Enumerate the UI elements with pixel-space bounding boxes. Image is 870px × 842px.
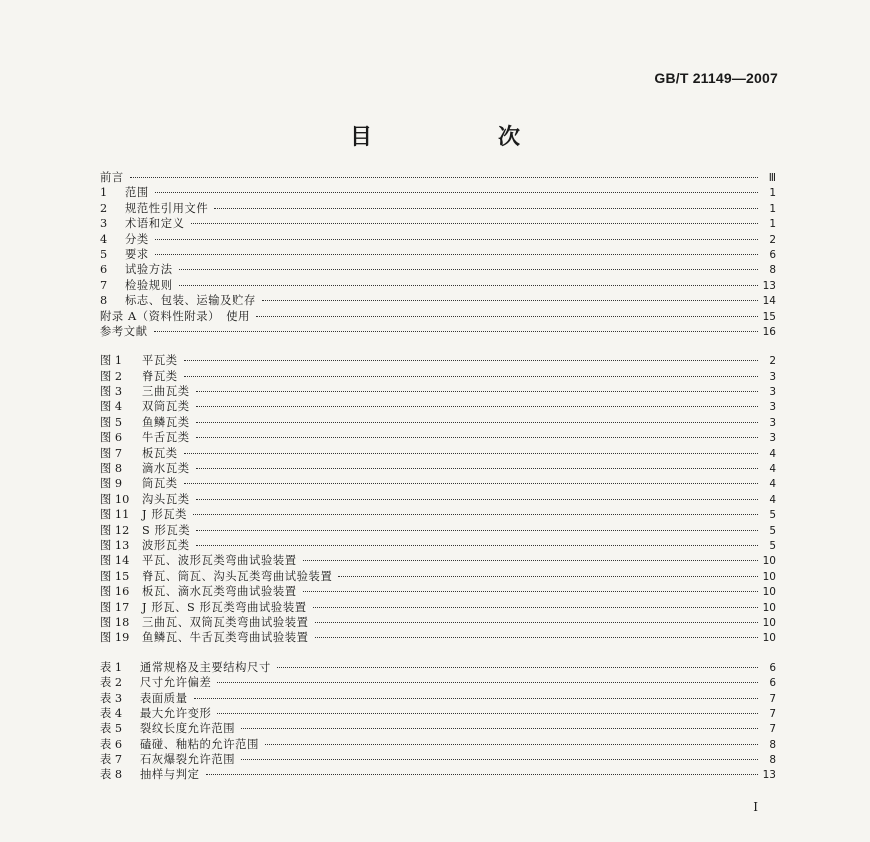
toc-entry-label: 参考文献 [100, 324, 148, 338]
toc-entry-number: 表 1 [100, 660, 123, 674]
toc-table-entry[interactable] [100, 752, 776, 767]
dot-leader [196, 468, 758, 469]
toc-entry-page: 10 [762, 616, 776, 629]
toc-entry[interactable] [100, 278, 776, 293]
toc-table-entry[interactable] [100, 721, 776, 736]
toc-entry-label: 双筒瓦类 [142, 400, 190, 414]
toc-entry-label: 三曲瓦类 [142, 385, 190, 399]
toc-entry-page: 4 [769, 447, 776, 460]
toc-entry-page: 3 [769, 416, 776, 429]
toc-entry[interactable] [100, 185, 776, 200]
toc-entry-page: 1 [769, 218, 776, 231]
toc-figure-entry[interactable] [100, 353, 776, 368]
toc-figure-entry[interactable] [100, 461, 776, 476]
dot-leader [315, 637, 758, 638]
toc-figure-entry[interactable] [100, 553, 776, 568]
toc-figure-entry[interactable] [100, 446, 776, 461]
dot-leader [303, 560, 758, 561]
toc-entry-label: 波形瓦类 [142, 538, 190, 552]
toc-entry-number: 图 15 [100, 569, 130, 583]
dot-leader [155, 254, 758, 255]
toc-figure-entry[interactable] [100, 538, 776, 553]
toc-table-entry[interactable] [100, 675, 776, 690]
dot-leader [206, 774, 759, 775]
toc-figure-entry[interactable] [100, 430, 776, 445]
toc-entry-number: 7 [100, 278, 108, 292]
toc-entry[interactable] [100, 309, 776, 324]
toc-entry-page: 15 [762, 310, 776, 323]
toc-entry[interactable] [100, 262, 776, 277]
toc-entry-page: 3 [769, 386, 776, 399]
dot-leader [196, 499, 758, 500]
page-title: 目 次 [349, 125, 572, 150]
toc-entry[interactable] [100, 201, 776, 216]
toc-entry-page: 14 [762, 295, 776, 308]
toc-entry-label: J 形瓦类 [142, 508, 188, 522]
toc-table-entry[interactable] [100, 737, 776, 752]
toc-table-entry[interactable] [100, 691, 776, 706]
dot-leader [313, 607, 758, 608]
toc-entry-label: J 形瓦、S 形瓦类弯曲试验装置 [142, 600, 307, 614]
dot-leader [303, 591, 758, 592]
toc-entry-page: 13 [762, 279, 776, 292]
toc-entry-page: 10 [762, 555, 776, 568]
toc-entry-number: 表 8 [100, 768, 123, 782]
toc-entry-label: 规范性引用文件 [125, 201, 209, 215]
toc-entry-page: 5 [769, 524, 776, 537]
toc-entry-label: 术语和定义 [125, 217, 185, 231]
toc-entry-page: 7 [769, 723, 776, 736]
toc-entry-number: 图 11 [100, 508, 130, 522]
dot-leader [241, 759, 758, 760]
toc-entry-number: 表 2 [100, 676, 123, 690]
toc-entry-label: 附录 A（资料性附录） 使用 [100, 309, 251, 323]
toc-entry-page: 4 [769, 463, 776, 476]
dot-leader [196, 545, 758, 546]
toc-entry-label: 石灰爆裂允许范围 [140, 753, 236, 767]
toc-entry-number: 图 9 [100, 477, 123, 491]
toc-entry-page: 10 [762, 601, 776, 614]
toc-figure-entry[interactable] [100, 630, 776, 645]
dot-leader [184, 360, 758, 361]
toc-entry-page: 4 [769, 478, 776, 491]
toc-entry-page: 16 [762, 325, 776, 338]
dot-leader [184, 453, 758, 454]
toc-entry-label: 要求 [125, 247, 149, 261]
toc-entry-number: 6 [100, 263, 108, 277]
toc-figure-entry[interactable] [100, 523, 776, 538]
toc-entry-label: 鱼鳞瓦类 [142, 415, 190, 429]
toc-entry-number: 图 2 [100, 369, 123, 383]
toc-entry-page: 5 [769, 509, 776, 522]
dot-leader [184, 483, 758, 484]
toc-figure-entry[interactable] [100, 476, 776, 491]
dot-leader [217, 713, 758, 714]
toc-figure-entry[interactable] [100, 384, 776, 399]
toc-entry[interactable] [100, 232, 776, 247]
dot-leader [130, 177, 758, 178]
toc-entry-label: S 形瓦类 [142, 523, 191, 537]
dot-leader [193, 514, 758, 515]
dot-leader [241, 728, 758, 729]
dot-leader [214, 208, 758, 209]
toc-entry-number: 图 14 [100, 554, 130, 568]
toc-entry-label: 磕碰、釉粘的允许范围 [140, 737, 259, 751]
dot-leader [194, 698, 758, 699]
toc-entry-page: 7 [769, 707, 776, 720]
toc-entry-number: 图 12 [100, 523, 130, 537]
toc-entry[interactable] [100, 247, 776, 262]
toc-entry-number: 图 18 [100, 615, 130, 629]
toc-figure-entry[interactable] [100, 615, 776, 630]
toc-entry-page: 4 [769, 493, 776, 506]
toc-entry-page: 1 [769, 187, 776, 200]
toc-entry-label: 标志、包装、运输及贮存 [125, 294, 256, 308]
toc-entry-label: 分类 [125, 232, 149, 246]
dot-leader [277, 667, 758, 668]
dot-leader [265, 744, 758, 745]
toc-main-section [100, 170, 776, 339]
toc-entry-number: 4 [100, 232, 108, 246]
toc-figure-entry[interactable] [100, 492, 776, 507]
toc-entry-label: 最大允许变形 [140, 706, 212, 720]
dot-leader [196, 437, 758, 438]
toc-entry-label: 滴水瓦类 [142, 462, 190, 476]
toc-entry-number: 3 [100, 217, 108, 231]
toc-entry-number: 图 6 [100, 431, 123, 445]
toc-entry-label: 通常规格及主要结构尺寸 [140, 660, 271, 674]
toc-entry-label: 平瓦类 [142, 354, 178, 368]
toc-entry-page: 8 [769, 264, 776, 277]
toc-entry-number: 表 7 [100, 753, 123, 767]
toc-entry-number: 图 17 [100, 600, 130, 614]
toc-entry-number: 5 [100, 247, 108, 261]
toc-entry-label: 筒瓦类 [142, 477, 178, 491]
toc-entry-number: 表 4 [100, 706, 123, 720]
toc-entry-number: 图 16 [100, 585, 130, 599]
toc-entry-page: 3 [769, 432, 776, 445]
toc-entry-label: 试验方法 [125, 263, 173, 277]
toc-entry-number: 2 [100, 201, 108, 215]
page-folio: Ⅰ [753, 800, 758, 814]
dot-leader [179, 269, 758, 270]
toc-figure-entry[interactable] [100, 600, 776, 615]
dot-leader [256, 316, 758, 317]
toc-table-list [100, 660, 776, 783]
dot-leader [315, 622, 758, 623]
toc-entry-number: 图 13 [100, 538, 130, 552]
dot-leader [179, 285, 758, 286]
toc-entry-page: 3 [769, 401, 776, 414]
toc-figure-entry[interactable] [100, 507, 776, 522]
toc-entry-number: 图 10 [100, 492, 130, 506]
toc-entry-label: 三曲瓦、双筒瓦类弯曲试验装置 [142, 615, 309, 629]
toc-entry-label: 前言 [100, 171, 124, 184]
dot-leader [262, 300, 758, 301]
toc-entry-page: 8 [769, 754, 776, 767]
toc-entry-page: 2 [769, 355, 776, 368]
toc-entry-label: 抽样与判定 [140, 768, 200, 782]
toc-entry-page: 6 [769, 677, 776, 690]
toc-figure-entry[interactable] [100, 415, 776, 430]
toc-entry-label: 脊瓦、筒瓦、沟头瓦类弯曲试验装置 [142, 569, 333, 583]
toc-entry-label: 检验规则 [125, 278, 173, 292]
toc-entry-page: 6 [769, 661, 776, 674]
dot-leader [155, 192, 758, 193]
toc-entry-page: 10 [762, 570, 776, 583]
toc-entry-label: 板瓦、滴水瓦类弯曲试验装置 [142, 585, 297, 599]
dot-leader [154, 331, 758, 332]
standard-code: GB/T 21149—2007 [654, 70, 778, 86]
toc-entry-label: 脊瓦类 [142, 369, 178, 383]
toc-figure-entry[interactable] [100, 569, 776, 584]
toc-entry-number: 图 1 [100, 354, 123, 368]
toc-entry-number: 图 8 [100, 462, 123, 476]
toc-figure-entry[interactable] [100, 584, 776, 599]
toc-entry-number: 表 6 [100, 737, 123, 751]
toc-entry-label: 裂纹长度允许范围 [140, 722, 236, 736]
toc-entry-label: 鱼鳞瓦、牛舌瓦类弯曲试验装置 [142, 631, 309, 645]
dot-leader [196, 406, 758, 407]
toc-entry-number: 图 7 [100, 446, 123, 460]
toc-figure-entry[interactable] [100, 369, 776, 384]
toc-table-entry[interactable] [100, 660, 776, 675]
dot-leader [155, 239, 758, 240]
toc-entry-number: 表 5 [100, 722, 123, 736]
toc-entry-page: 10 [762, 586, 776, 599]
toc-entry-number: 1 [100, 186, 108, 200]
toc-entry[interactable] [100, 170, 776, 185]
toc-table-entry[interactable] [100, 767, 776, 782]
toc-entry-number: 图 19 [100, 631, 130, 645]
toc-entry-page: 2 [769, 233, 776, 246]
dot-leader [338, 576, 758, 577]
toc-entry-number: 8 [100, 294, 108, 308]
toc-entry-label: 表面质量 [140, 691, 188, 705]
table-of-contents [100, 170, 776, 783]
toc-entry[interactable] [100, 216, 776, 231]
toc-entry-number: 表 3 [100, 691, 123, 705]
dot-leader [191, 223, 759, 224]
toc-entry-page: 7 [769, 692, 776, 705]
toc-entry-number: 图 3 [100, 385, 123, 399]
toc-entry-page: Ⅲ [768, 172, 776, 184]
toc-entry-page: 10 [762, 632, 776, 645]
toc-entry-number: 图 4 [100, 400, 123, 414]
toc-entry-label: 范围 [125, 186, 149, 200]
dot-leader [196, 391, 758, 392]
toc-entry-label: 尺寸允许偏差 [140, 676, 212, 690]
toc-entry-page: 5 [769, 539, 776, 552]
toc-table-entry[interactable] [100, 706, 776, 721]
toc-figure-entry[interactable] [100, 399, 776, 414]
toc-entry-page: 3 [769, 370, 776, 383]
toc-entry-page: 6 [769, 248, 776, 261]
toc-entry-page: 1 [769, 202, 776, 215]
toc-entry[interactable] [100, 324, 776, 339]
toc-entry-label: 平瓦、波形瓦类弯曲试验装置 [142, 554, 297, 568]
toc-entry-number: 图 5 [100, 415, 123, 429]
toc-entry-page: 8 [769, 738, 776, 751]
toc-entry-label: 牛舌瓦类 [142, 431, 190, 445]
dot-leader [184, 376, 758, 377]
toc-entry-label: 沟头瓦类 [142, 492, 190, 506]
toc-entry[interactable] [100, 293, 776, 308]
toc-figure-list [100, 353, 776, 645]
toc-entry-page: 13 [762, 769, 776, 782]
dot-leader [217, 682, 758, 683]
dot-leader [196, 422, 758, 423]
toc-entry-label: 板瓦类 [142, 446, 178, 460]
dot-leader [196, 530, 758, 531]
